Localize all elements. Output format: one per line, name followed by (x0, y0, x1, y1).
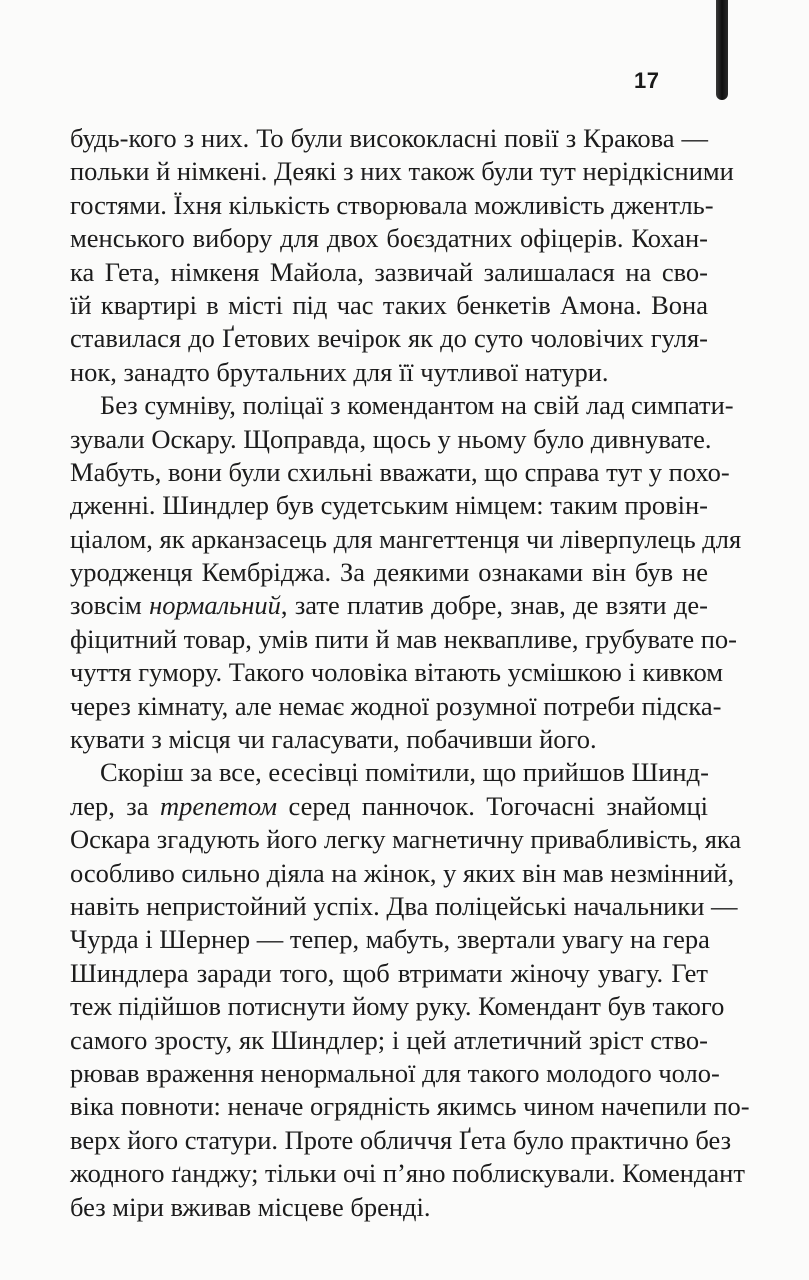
text-line: будь-кого з них. То були висококласні повії з Кракова — (70, 123, 708, 153)
text-line: через кімнату, але немає жодної розумної потреби підска- (70, 690, 722, 721)
text-line: рював враження ненормальної для такого молодого чоло- (70, 1057, 720, 1088)
text-line: Без сумніву, поліцаї з комендантом на свій лад симпати- (100, 390, 734, 421)
paragraph-1 (70, 122, 734, 389)
text-line: ставилася до Ґетових вечірок як до суто чоловічих гуля- (70, 323, 708, 354)
text-line: віка повноти: неначе огрядність якимсь чином начепили по- (70, 1091, 750, 1122)
body-text (70, 122, 750, 1224)
text-run: зовсім (70, 590, 150, 621)
text-line: кувати з місця чи галасувати, побачивши його. (70, 724, 597, 755)
text-line: особливо сильно діяла на жінок, у яких він мав незмінний, (70, 857, 735, 888)
book-spine-edge (716, 0, 728, 100)
text-line: Скоріш за все, есесівці помітили, що прийшов Шинд- (100, 757, 709, 788)
text-line: зували Оскару. Щоправда, щось у ньому було дивнувате. (70, 423, 712, 454)
text-line: уродженця Кембріджа. За деякими ознаками він був не (70, 557, 708, 588)
text-line (70, 790, 708, 823)
text-line: ціалом, як арканзасець для мангеттенця чи ліверпулець для (70, 523, 742, 554)
paragraph-3 (70, 756, 750, 1223)
text-line: менського вибору для двох боєздатних офіцерів. Кохан- (70, 223, 708, 254)
text-line: теж підійшов потиснути йому руку. Комендант був такого (70, 991, 725, 1022)
text-line: ка Гета, німкеня Майола, зазвичай залишалася на сво- (70, 256, 708, 287)
text-line: самого зросту, як Шиндлер; і цей атлетичний зріст ство- (70, 1024, 708, 1055)
text-line: гостями. Їхня кількість створювала можливість джентль- (70, 189, 714, 220)
text-run: серед панночок. Тогочасні знайомці (277, 790, 708, 821)
text-run: , зате платив добре, знав, де взяти де- (280, 590, 708, 621)
text-line: їй квартирі в місті під час таких бенкетів Амона. Вона (70, 289, 708, 320)
text-line: жодного ґанджу; тільки очі п’яно поблискували. Комендант (70, 1158, 745, 1189)
text-run: лер, за (70, 790, 160, 821)
page-number: 17 (634, 68, 660, 93)
text-line: Шиндлера заради того, щоб втримати жіночу увагу. Гет (70, 957, 708, 988)
text-line: Оскара згадують його легку магнетичну привабливість, яка (70, 824, 742, 855)
text-line: польки й німкені. Деякі з них також були тут нерідкісними (70, 156, 734, 187)
text-line: без міри вживав місцеве бренді. (70, 1191, 431, 1222)
text-line: чуття гумору. Такого чоловіка вітають усмішкою і кивком (70, 657, 723, 688)
text-line: Мабуть, вони були схильні вважати, що справа тут у похо- (70, 456, 730, 487)
text-line: дженні. Шиндлер був судетським німцем: таким провін- (70, 490, 708, 521)
emphasis-text: трепетом (159, 790, 278, 821)
text-line: навіть непристойний успіх. Два поліцейські начальники — (70, 890, 738, 921)
text-line: Чурда і Шернер — тепер, мабуть, звертали увагу на гера (70, 924, 710, 955)
text-line: нок, занадто брутальних для її чутливої натури. (70, 356, 609, 387)
text-line (70, 589, 708, 622)
text-line: верх його статури. Проте обличчя Ґета було практично без (70, 1124, 732, 1155)
emphasis-text: нормальний (149, 590, 281, 621)
paragraph-2 (70, 389, 742, 756)
text-line: фіцитний товар, умів пити й мав неквапливе, грубувате по- (70, 623, 737, 654)
